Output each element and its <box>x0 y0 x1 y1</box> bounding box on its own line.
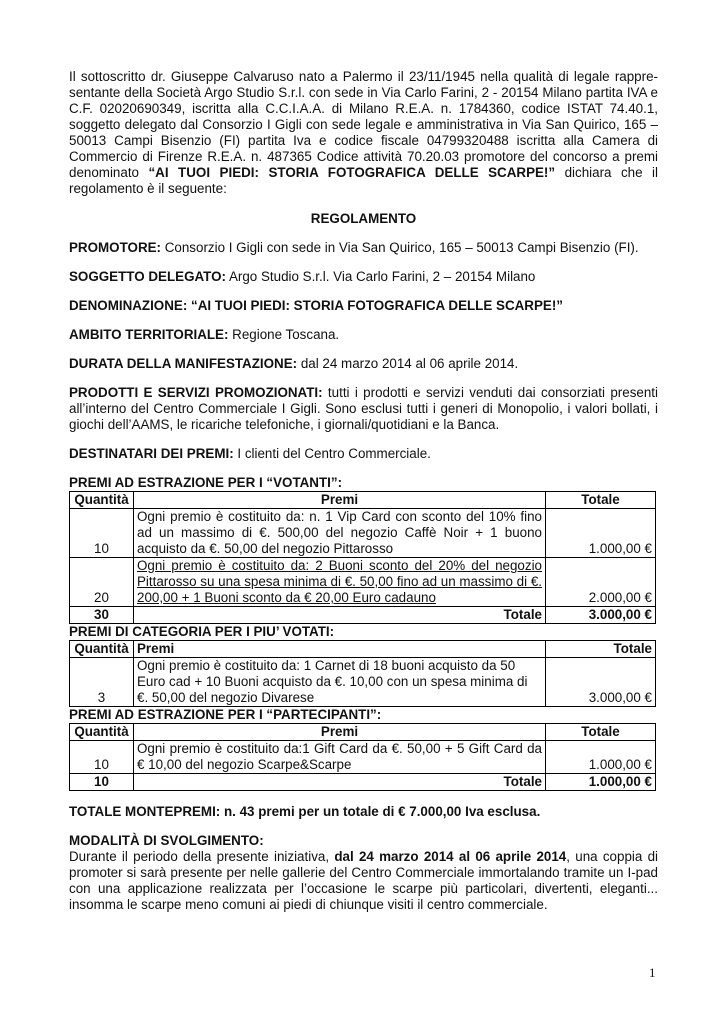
document-page <box>69 69 658 913</box>
totale-cell: 3.000,00 € <box>546 658 656 707</box>
totale-cell: 1.000,00 € <box>546 741 656 774</box>
table-total-row <box>70 607 656 624</box>
premi-cell: Ogni premio è costituito da: 2 Buoni sconto del 20% del negozio Pittarosso su una spesa minima di €. 50,00 fino ad un massimo di €. 200,00 + 1 Buoni sconto da € 20,00 Euro cadauno <box>134 558 546 607</box>
promotore-label: PROMOTORE: <box>69 240 162 255</box>
soggetto-section <box>69 269 658 285</box>
table-categoria <box>69 640 656 707</box>
header-premi: Premi <box>134 641 546 658</box>
modalita-paragraph <box>69 849 658 913</box>
montepremi-line: TOTALE MONTEPREMI: n. 43 premi per un totale di € 7.000,00 Iva esclusa. <box>69 804 541 819</box>
premi-cell: Ogni premio è costituito da: n. 1 Vip Card con sconto del 10% fino ad un massimo di €. 500,00 del negozio Caffè Noir + 1 buono acquisto da €. 50,00 del negozio Pittarosso <box>134 509 546 558</box>
prodotti-text: tutti i prodotti e servizi venduti dai consorziati presenti all’interno del Centro Commerciale I Gigli. Sono esclusi tutti i generi di Monopolio, i valori bollati, i giochi dell’AAMS, le ricariche telefoniche, i giornali/quotidiani e la Banca. <box>69 385 658 432</box>
total-label-cell: Totale <box>134 607 546 624</box>
premi-cell: Ogni premio è costituito da: 1 Carnet di 18 buoni acquisto da 50 Euro cad + 10 Buoni acquisto da €. 10,00 con un spesa minima di €. 50,00 del negozio Divarese <box>134 658 546 707</box>
header-quantita: Quantità <box>70 641 134 658</box>
header-premi: Premi <box>134 492 546 509</box>
ambito-label: AMBITO TERRITORIALE: <box>69 327 229 342</box>
regolamento-heading: REGOLAMENTO <box>310 211 417 226</box>
modalita-title: MODALITÀ DI SVOLGIMENTO: <box>69 833 264 848</box>
destinatari-text: I clienti del Centro Commerciale. <box>233 446 431 461</box>
durata-section <box>69 356 658 372</box>
total-value-cell: 3.000,00 € <box>546 607 656 624</box>
modalita-dates: dal 24 marzo 2014 al 06 aprile 2014 <box>334 849 567 864</box>
destinatari-section <box>69 446 658 462</box>
table-header-row <box>70 724 656 741</box>
prodotti-section <box>69 385 658 433</box>
intro-paragraph <box>69 69 658 197</box>
intro-text: Il sottoscritto dr. Giuseppe Calvaruso nato a Palermo il 23/11/1945 nella qualità di legale rappre-sentante della Società Argo Studio S.r.l. con sede in Via Carlo Farini, 2 - 20154 Milano partita IVA e C.F. 02020690349, iscritta alla C.C.I.A.A. di Milano R.E.A. n. 1784360, codice ISTAT 74.40.1, soggetto delegato dal Consorzio I Gigli con sede legale e amministrativa in Via San Quirico, 165 – 50013 Campi Bisenzio (FI) partita Iva e codice fiscale 04799320488 iscritta alla Camera di Commercio di Firenze R.E.A. n. 487365 Codice attività 70.20.03 promotore del concorso a premi denominato <box>69 69 658 180</box>
table2-title: PREMI DI CATEGORIA PER I PIU’ VOTATI: <box>69 624 335 639</box>
qty-cell: 20 <box>70 558 134 607</box>
header-quantita: Quantità <box>70 492 134 509</box>
header-totale: Totale <box>546 492 656 509</box>
ambito-text: Regione Toscana. <box>228 327 340 342</box>
premi-cell: Ogni premio è costituito da:1 Gift Card da €. 50,00 + 5 Gift Card da € 10,00 del negozio Scarpe&Scarpe <box>134 741 546 774</box>
qty-cell: 10 <box>70 509 134 558</box>
table1-title: PREMI AD ESTRAZIONE PER I “VOTANTI”: <box>69 475 343 490</box>
table-partecipanti <box>69 723 656 791</box>
header-totale: Totale <box>546 724 656 741</box>
page-number: 1 <box>649 965 656 980</box>
table-row <box>70 558 656 607</box>
durata-text: dal 24 marzo 2014 al 06 aprile 2014. <box>297 356 519 371</box>
promotore-text: Consorzio I Gigli con sede in Via San Quirico, 165 – 50013 Campi Bisenzio (FI). <box>161 240 639 255</box>
table-row <box>70 741 656 774</box>
denominazione-section <box>69 298 658 314</box>
total-label-cell: Totale <box>134 774 546 791</box>
durata-label: DURATA DELLA MANIFESTAZIONE: <box>69 356 298 371</box>
table-total-row <box>70 774 656 791</box>
table-votanti <box>69 491 656 624</box>
modalita-text-end: , una coppia di promoter si sarà presente per nelle gallerie del Centro Commerciale immortalando tramite un I-pad con una applicazione realizzata per l’occasione le scarpe più particolari, divertenti, eleganti... insomma le scarpe meno comuni ai piedi di chiunque visiti il centro commerciale. <box>69 849 659 912</box>
prodotti-label: PRODOTTI E SERVIZI PROMOZIONATI: <box>69 385 323 400</box>
totale-cell: 2.000,00 € <box>546 558 656 607</box>
table-row <box>70 509 656 558</box>
soggetto-text: Argo Studio S.r.l. Via Carlo Farini, 2 – 20154 Milano <box>225 269 536 284</box>
qty-cell: 10 <box>70 741 134 774</box>
total-value-cell: 1.000,00 € <box>546 774 656 791</box>
denominazione-label: DENOMINAZIONE: “AI TUOI PIEDI: STORIA FOTOGRAFICA DELLE SCARPE!” <box>69 298 563 313</box>
table3-title: PREMI AD ESTRAZIONE PER I “PARTECIPANTI”: <box>69 707 382 722</box>
table-row <box>70 658 656 707</box>
header-totale: Totale <box>546 641 656 658</box>
ambito-section <box>69 327 658 343</box>
intro-text-end: dichiara che il regolamento è il seguente: <box>69 165 658 196</box>
header-premi: Premi <box>134 724 546 741</box>
soggetto-label: SOGGETTO DELEGATO: <box>69 269 226 284</box>
modalita-text: Durante il periodo della presente iniziativa, <box>69 849 335 864</box>
promotore-section <box>69 240 658 256</box>
table-header-row <box>70 492 656 509</box>
totale-cell: 1.000,00 € <box>546 509 656 558</box>
qty-cell: 3 <box>70 658 134 707</box>
table-header-row <box>70 641 656 658</box>
header-quantita: Quantità <box>70 724 134 741</box>
total-qty-cell: 10 <box>70 774 134 791</box>
destinatari-label: DESTINATARI DEI PREMI: <box>69 446 234 461</box>
total-qty-cell: 30 <box>70 607 134 624</box>
contest-title: “AI TUOI PIEDI: STORIA FOTOGRAFICA DELLE SCARPE!” <box>148 165 556 180</box>
